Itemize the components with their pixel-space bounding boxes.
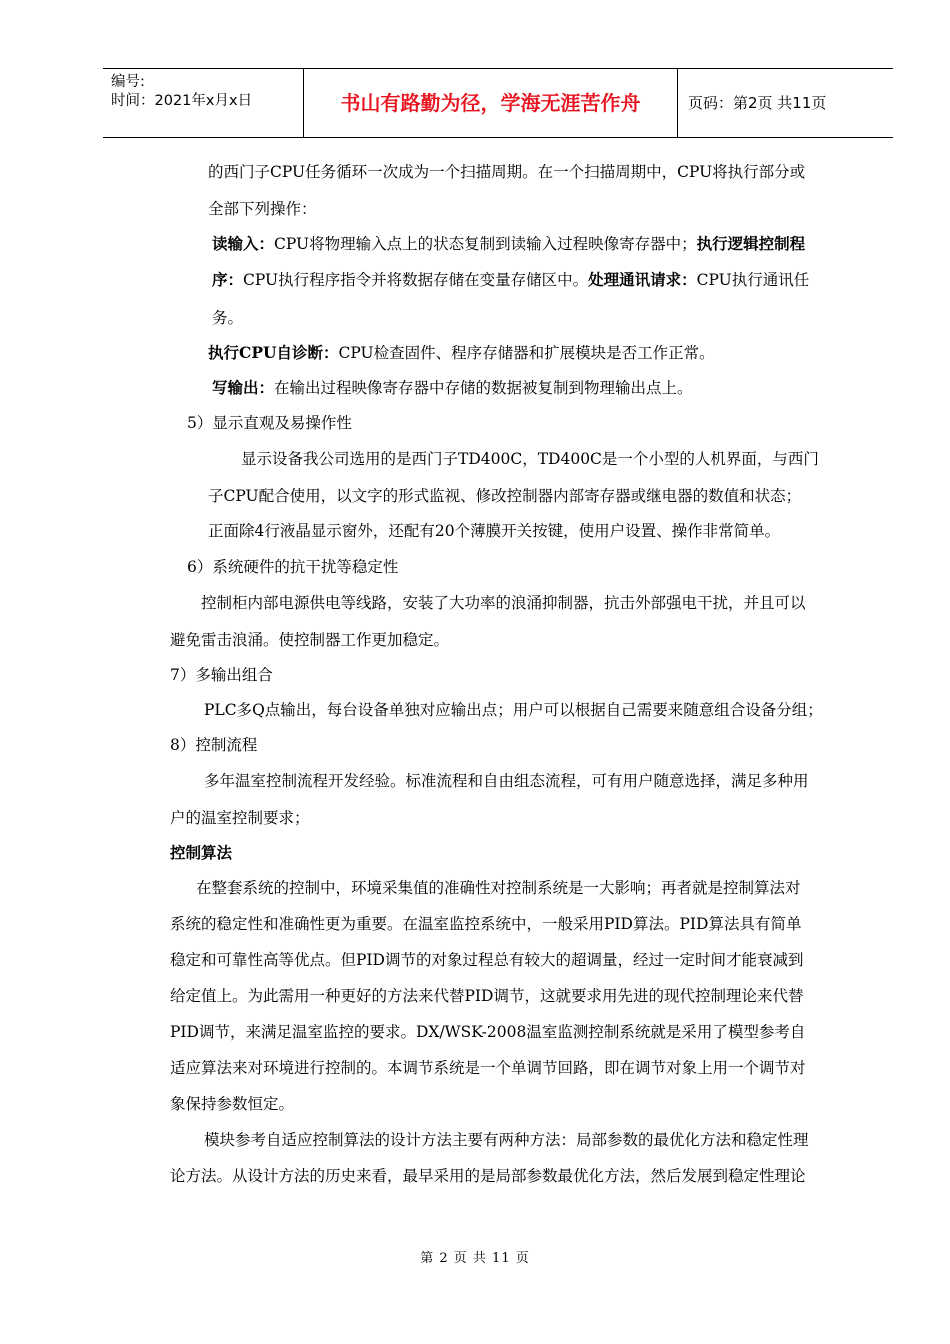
body-line: 象保持参数恒定。 <box>170 1095 295 1113</box>
section-heading-control-algorithm: 控制算法 <box>170 843 233 862</box>
body-line: 系统的稳定性和准确性更为重要。在温室监控系统中，一般采用PID算法。PID算法具有简单 <box>170 915 802 933</box>
body-line: 显示设备我公司选用的是西门子TD400C，TD400C是一个小型的人机界面，与西门 <box>241 450 819 468</box>
date-label: 时间：2021年x月x日 <box>111 93 253 109</box>
body-line: 避免雷击浪涌。使控制器工作更加稳定。 <box>170 631 450 649</box>
section-heading: 6）系统硬件的抗干扰等稳定性 <box>187 558 399 576</box>
section-heading: 8）控制流程 <box>170 736 258 754</box>
term-execute-logic: 执行逻辑控制程 <box>696 234 806 253</box>
page-header <box>103 68 893 138</box>
body-line: 模块参考自适应控制算法的设计方法主要有两种方法：局部参数的最优化方法和稳定性理 <box>204 1131 809 1149</box>
body-line: 写输出：在输出过程映像寄存器中存储的数据被复制到物理输出点上。 <box>212 378 693 397</box>
header-meta <box>103 69 303 137</box>
body-line: 在整套系统的控制中，环境采集值的准确性对控制系统是一大影响；再者就是控制算法对 <box>196 879 801 897</box>
body-line: 论方法。从设计方法的历史来看，最早采用的是局部参数最优化方法，然后发展到稳定性理论 <box>170 1167 806 1185</box>
term-comm-request: 处理通讯请求： <box>588 270 697 289</box>
section-heading: 5）显示直观及易操作性 <box>187 414 352 432</box>
body-line: 适应算法来对环境进行控制的。本调节系统是一个单调节回路，即在调节对象上用一个调节对 <box>170 1059 806 1077</box>
term-write-output: 写输出： <box>212 378 275 397</box>
body-line: 务。 <box>212 309 244 327</box>
body-line: 子CPU配合使用，以文字的形式监视、修改控制器内部寄存器或继电器的数值和状态； <box>208 487 802 505</box>
term-read-input: 读输入： <box>212 234 275 253</box>
body-line: 户的温室控制要求； <box>170 809 310 827</box>
body-line: 序：CPU执行程序指令并将数据存储在变量存储区中。处理通讯请求：CPU执行通讯任 <box>212 270 810 289</box>
body-line: 多年温室控制流程开发经验。标准流程和自由组态流程，可有用户随意选择，满足多种用 <box>204 772 809 790</box>
body-line: PLC多Q点输出，每台设备单独对应输出点；用户可以根据自己需要来随意组合设备分组； <box>204 701 823 719</box>
body-line: 的西门子CPU任务循环一次成为一个扫描周期。在一个扫描周期中，CPU将执行部分或 <box>208 163 806 181</box>
body-line: 给定值上。为此需用一种更好的方法来代替PID调节，这就要求用先进的现代控制理论来代替 <box>170 987 804 1005</box>
section-heading: 7）多输出组合 <box>170 666 273 684</box>
number-label: 编号: <box>111 74 145 90</box>
term-self-diagnosis: 执行CPU自诊断： <box>208 343 339 362</box>
header-motto: 书山有路勤为径，学海无涯苦作舟 <box>303 69 678 137</box>
page-footer: 第 2 页 共 11 页 <box>420 1251 530 1266</box>
body-line: 正面除4行液晶显示窗外，还配有20个薄膜开关按键，使用户设置、操作非常简单。 <box>208 522 781 540</box>
body-line: 读输入：CPU将物理输入点上的状态复制到读输入过程映像寄存器中；执行逻辑控制程 <box>212 234 806 253</box>
body-line: 稳定和可靠性高等优点。但PID调节的对象过程总有较大的超调量，经过一定时间才能衰减到 <box>170 951 804 969</box>
body-line: 执行CPU自诊断：CPU检查固件、程序存储器和扩展模块是否工作正常。 <box>208 343 715 362</box>
body-line: 全部下列操作： <box>208 200 317 218</box>
body-line: PID调节，来满足温室监控的要求。DX/WSK-2008温室监测控制系统就是采用了模型参考自 <box>170 1023 806 1041</box>
header-page-number: 页码：第2页 共11页 <box>688 94 827 112</box>
body-line: 控制柜内部电源供电等线路，安装了大功率的浪涌抑制器，抗击外部强电干扰，并且可以 <box>201 594 806 612</box>
